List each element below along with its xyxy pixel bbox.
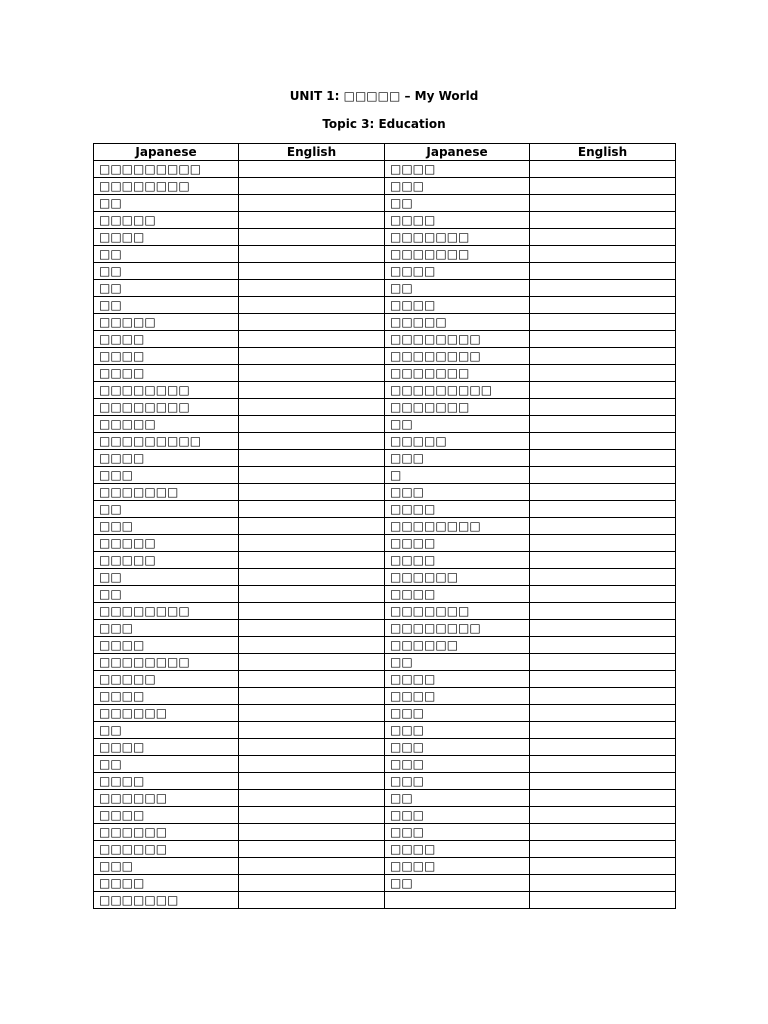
table-row — [94, 399, 676, 416]
table-row — [94, 518, 676, 535]
english-answer-right — [530, 620, 676, 637]
english-answer-left — [239, 450, 385, 467]
table-row — [94, 637, 676, 654]
english-answer-right — [530, 841, 676, 858]
japanese-term-left: □□□□□□□□ — [94, 654, 239, 671]
japanese-term-right: □□□ — [385, 450, 530, 467]
japanese-term-left: □□□□□□ — [94, 841, 239, 858]
english-answer-left — [239, 263, 385, 280]
japanese-term-right: □□□□□□□ — [385, 229, 530, 246]
table-row — [94, 688, 676, 705]
english-answer-right — [530, 365, 676, 382]
english-answer-left — [239, 671, 385, 688]
english-answer-left — [239, 620, 385, 637]
table-row — [94, 331, 676, 348]
header-row — [94, 144, 676, 161]
english-answer-right — [530, 195, 676, 212]
english-answer-left — [239, 688, 385, 705]
japanese-term-left: □□□□□□□ — [94, 892, 239, 909]
english-answer-left — [239, 314, 385, 331]
japanese-term-left: □□□□□□□□□ — [94, 433, 239, 450]
table-row — [94, 195, 676, 212]
japanese-term-right: □□□□ — [385, 263, 530, 280]
japanese-term-left: □□□□□□ — [94, 824, 239, 841]
english-answer-left — [239, 535, 385, 552]
japanese-term-left: □□□□ — [94, 739, 239, 756]
english-answer-left — [239, 467, 385, 484]
english-answer-right — [530, 280, 676, 297]
column-header-english-1: English — [239, 144, 385, 161]
english-answer-left — [239, 365, 385, 382]
english-answer-left — [239, 875, 385, 892]
japanese-term-right: □□□□□□□ — [385, 603, 530, 620]
japanese-term-left: □□ — [94, 569, 239, 586]
english-answer-right — [530, 297, 676, 314]
japanese-term-right: □□□□□□□□ — [385, 518, 530, 535]
table-row — [94, 433, 676, 450]
japanese-term-right: □□ — [385, 416, 530, 433]
english-answer-left — [239, 586, 385, 603]
japanese-term-right: □□□ — [385, 739, 530, 756]
english-answer-left — [239, 297, 385, 314]
table-row — [94, 178, 676, 195]
table-row — [94, 773, 676, 790]
english-answer-right — [530, 535, 676, 552]
english-answer-right — [530, 314, 676, 331]
japanese-term-left: □□□□ — [94, 365, 239, 382]
japanese-term-right — [385, 892, 530, 909]
english-answer-right — [530, 824, 676, 841]
english-answer-left — [239, 722, 385, 739]
english-answer-left — [239, 824, 385, 841]
english-answer-left — [239, 841, 385, 858]
japanese-term-right: □□□ — [385, 773, 530, 790]
japanese-term-right: □□□□ — [385, 841, 530, 858]
english-answer-right — [530, 671, 676, 688]
english-answer-right — [530, 501, 676, 518]
table-row — [94, 263, 676, 280]
document-subtitle: Topic 3: Education — [322, 117, 446, 131]
japanese-term-left: □□□□ — [94, 807, 239, 824]
table-row — [94, 705, 676, 722]
japanese-term-right: □□□□□□□□ — [385, 331, 530, 348]
table-row — [94, 841, 676, 858]
table-row — [94, 297, 676, 314]
japanese-term-right: □□□ — [385, 484, 530, 501]
english-answer-left — [239, 416, 385, 433]
japanese-term-left: □□□□□ — [94, 416, 239, 433]
table-row — [94, 569, 676, 586]
japanese-term-right: □□□□ — [385, 552, 530, 569]
table-row — [94, 212, 676, 229]
japanese-term-right: □□□ — [385, 807, 530, 824]
japanese-term-left: □□□□ — [94, 637, 239, 654]
english-answer-right — [530, 229, 676, 246]
english-answer-right — [530, 331, 676, 348]
english-answer-left — [239, 603, 385, 620]
english-answer-right — [530, 467, 676, 484]
table-row — [94, 790, 676, 807]
column-header-english-2: English — [530, 144, 676, 161]
english-answer-right — [530, 722, 676, 739]
english-answer-right — [530, 688, 676, 705]
english-answer-right — [530, 348, 676, 365]
english-answer-left — [239, 773, 385, 790]
english-answer-left — [239, 399, 385, 416]
table-row — [94, 348, 676, 365]
table-row — [94, 552, 676, 569]
japanese-term-left: □□ — [94, 501, 239, 518]
japanese-term-left: □□ — [94, 195, 239, 212]
table-row — [94, 450, 676, 467]
table-row — [94, 467, 676, 484]
japanese-term-left: □□□□□ — [94, 535, 239, 552]
vocabulary-table — [93, 143, 676, 909]
english-answer-right — [530, 603, 676, 620]
japanese-term-right: □□ — [385, 280, 530, 297]
japanese-term-left: □□□□ — [94, 450, 239, 467]
english-answer-right — [530, 790, 676, 807]
english-answer-right — [530, 586, 676, 603]
table-row — [94, 586, 676, 603]
japanese-term-left: □□□□□□□□ — [94, 178, 239, 195]
japanese-term-right: □□□□□ — [385, 433, 530, 450]
japanese-term-right: □□□□□□□□ — [385, 620, 530, 637]
english-answer-right — [530, 484, 676, 501]
japanese-term-left: □□□□□ — [94, 212, 239, 229]
table-row — [94, 501, 676, 518]
japanese-term-left: □□□□ — [94, 773, 239, 790]
english-answer-left — [239, 756, 385, 773]
japanese-term-right: □□□□ — [385, 671, 530, 688]
japanese-term-left: □□□□ — [94, 331, 239, 348]
english-answer-right — [530, 552, 676, 569]
japanese-term-left: □□ — [94, 263, 239, 280]
japanese-term-left: □□□□□ — [94, 671, 239, 688]
english-answer-right — [530, 739, 676, 756]
english-answer-left — [239, 161, 385, 178]
english-answer-left — [239, 807, 385, 824]
japanese-term-right: □□ — [385, 654, 530, 671]
japanese-term-right: □□□□□□ — [385, 637, 530, 654]
english-answer-left — [239, 331, 385, 348]
japanese-term-right: □ — [385, 467, 530, 484]
english-answer-left — [239, 858, 385, 875]
english-answer-right — [530, 773, 676, 790]
japanese-term-left: □□□□□□□ — [94, 484, 239, 501]
english-answer-left — [239, 212, 385, 229]
english-answer-right — [530, 263, 676, 280]
japanese-term-left: □□□□□□□□ — [94, 603, 239, 620]
japanese-term-left: □□□ — [94, 518, 239, 535]
english-answer-right — [530, 450, 676, 467]
english-answer-right — [530, 654, 676, 671]
english-answer-left — [239, 637, 385, 654]
english-answer-left — [239, 892, 385, 909]
table-row — [94, 620, 676, 637]
english-answer-left — [239, 433, 385, 450]
vocabulary-table-header — [94, 144, 676, 161]
japanese-term-right: □□□ — [385, 705, 530, 722]
table-row — [94, 875, 676, 892]
japanese-term-right: □□□□ — [385, 586, 530, 603]
english-answer-left — [239, 246, 385, 263]
english-answer-right — [530, 569, 676, 586]
english-answer-right — [530, 892, 676, 909]
english-answer-right — [530, 807, 676, 824]
table-row — [94, 671, 676, 688]
japanese-term-left: □□□□ — [94, 229, 239, 246]
english-answer-left — [239, 739, 385, 756]
english-answer-left — [239, 280, 385, 297]
english-answer-right — [530, 518, 676, 535]
japanese-term-left: □□ — [94, 246, 239, 263]
japanese-term-right: □□□□□□□□ — [385, 348, 530, 365]
japanese-term-left: □□ — [94, 586, 239, 603]
english-answer-left — [239, 229, 385, 246]
english-answer-left — [239, 790, 385, 807]
table-row — [94, 246, 676, 263]
english-answer-right — [530, 756, 676, 773]
english-answer-left — [239, 382, 385, 399]
table-row — [94, 484, 676, 501]
japanese-term-left: □□□□□□□□ — [94, 399, 239, 416]
english-answer-left — [239, 484, 385, 501]
english-answer-left — [239, 518, 385, 535]
japanese-term-right: □□□□□□□ — [385, 365, 530, 382]
japanese-term-left: □□ — [94, 297, 239, 314]
japanese-term-right: □□□□ — [385, 688, 530, 705]
table-row — [94, 603, 676, 620]
japanese-term-left: □□□□ — [94, 348, 239, 365]
english-answer-right — [530, 178, 676, 195]
japanese-term-left: □□□□□ — [94, 552, 239, 569]
japanese-term-left: □□□□ — [94, 688, 239, 705]
table-row — [94, 824, 676, 841]
english-answer-right — [530, 382, 676, 399]
english-answer-right — [530, 161, 676, 178]
english-answer-right — [530, 433, 676, 450]
japanese-term-left: □□□ — [94, 467, 239, 484]
english-answer-right — [530, 416, 676, 433]
english-answer-left — [239, 654, 385, 671]
japanese-term-right: □□□□□□ — [385, 569, 530, 586]
table-row — [94, 416, 676, 433]
english-answer-right — [530, 399, 676, 416]
japanese-term-right: □□□□□ — [385, 314, 530, 331]
japanese-term-right: □□□ — [385, 756, 530, 773]
english-answer-left — [239, 195, 385, 212]
japanese-term-right: □□ — [385, 195, 530, 212]
english-answer-right — [530, 705, 676, 722]
japanese-term-right: □□□□ — [385, 161, 530, 178]
document-title: UNIT 1: □□□□□ – My World — [289, 89, 479, 103]
japanese-term-left: □□□ — [94, 858, 239, 875]
table-row — [94, 365, 676, 382]
japanese-term-left: □□□□ — [94, 875, 239, 892]
japanese-term-right: □□□□ — [385, 501, 530, 518]
japanese-term-left: □□□□□□ — [94, 790, 239, 807]
table-row — [94, 314, 676, 331]
table-row — [94, 858, 676, 875]
japanese-term-right: □□□ — [385, 178, 530, 195]
japanese-term-left: □□ — [94, 722, 239, 739]
japanese-term-right: □□ — [385, 875, 530, 892]
table-row — [94, 654, 676, 671]
english-answer-left — [239, 552, 385, 569]
japanese-term-right: □□□□□□□ — [385, 246, 530, 263]
japanese-term-right: □□□□□□□□□ — [385, 382, 530, 399]
japanese-term-right: □□□ — [385, 824, 530, 841]
english-answer-right — [530, 875, 676, 892]
japanese-term-right: □□□□ — [385, 858, 530, 875]
japanese-term-right: □□ — [385, 790, 530, 807]
english-answer-right — [530, 637, 676, 654]
table-row — [94, 382, 676, 399]
japanese-term-left: □□□ — [94, 620, 239, 637]
table-row — [94, 535, 676, 552]
japanese-term-left: □□□□□□□□ — [94, 382, 239, 399]
japanese-term-right: □□□□ — [385, 212, 530, 229]
table-row — [94, 756, 676, 773]
japanese-term-left: □□ — [94, 756, 239, 773]
english-answer-right — [530, 858, 676, 875]
japanese-term-right: □□□□ — [385, 535, 530, 552]
japanese-term-right: □□□ — [385, 722, 530, 739]
table-row — [94, 280, 676, 297]
japanese-term-left: □□□□□□□□□ — [94, 161, 239, 178]
english-answer-left — [239, 501, 385, 518]
table-row — [94, 161, 676, 178]
english-answer-right — [530, 246, 676, 263]
vocabulary-table-body — [94, 161, 676, 909]
english-answer-left — [239, 178, 385, 195]
column-header-japanese-1: Japanese — [94, 144, 239, 161]
japanese-term-right: □□□□ — [385, 297, 530, 314]
english-answer-right — [530, 212, 676, 229]
japanese-term-left: □□□□□ — [94, 314, 239, 331]
japanese-term-right: □□□□□□□ — [385, 399, 530, 416]
japanese-term-left: □□ — [94, 280, 239, 297]
japanese-term-left: □□□□□□ — [94, 705, 239, 722]
table-row — [94, 807, 676, 824]
table-row — [94, 229, 676, 246]
english-answer-left — [239, 348, 385, 365]
english-answer-left — [239, 569, 385, 586]
table-row — [94, 892, 676, 909]
table-row — [94, 739, 676, 756]
english-answer-left — [239, 705, 385, 722]
table-row — [94, 722, 676, 739]
column-header-japanese-2: Japanese — [385, 144, 530, 161]
